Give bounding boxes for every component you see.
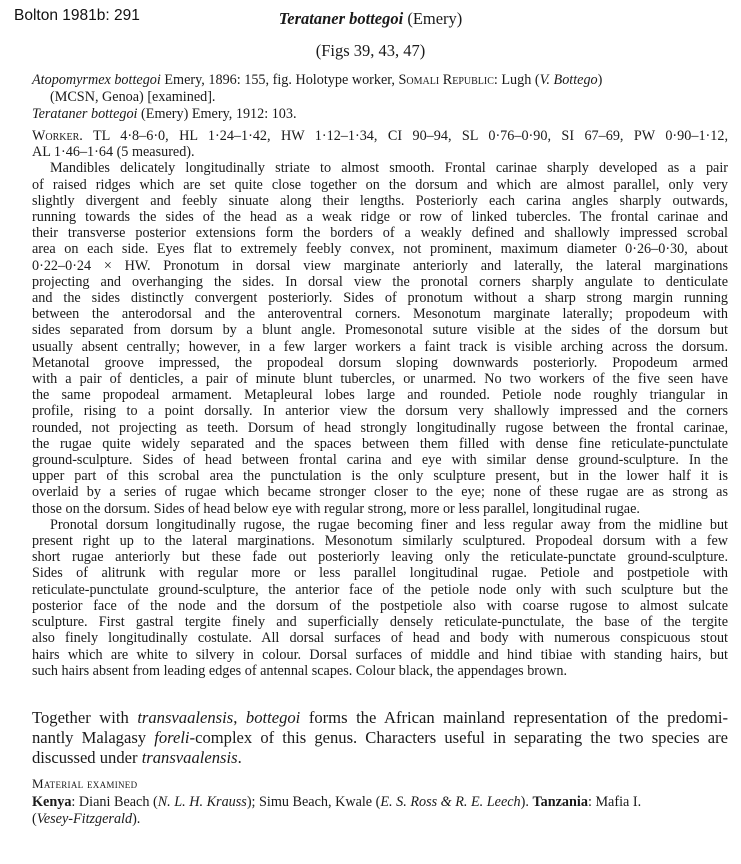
material-text: ). <box>132 811 141 827</box>
material-text: ); Simu Beach, Kwale ( <box>246 794 381 810</box>
country-name: Tanzania <box>532 794 588 810</box>
description-text: TL 4·8–6·0, HL 1·24–1·42, HW 1·12–1·34, CI 90–94, SL 0·76–0·90, SI 67–69, PW 0·90–1·12, <box>82 128 728 144</box>
material-text: : Diani Beach ( <box>71 794 158 810</box>
description-line: hairs which are white to silvery in colour. Dorsal surfaces of middle and hind tibiae with standing hairs, but <box>32 646 728 663</box>
material-heading: Material examined <box>32 776 138 791</box>
description-line: running towards the sides of the head as a weak ridge or row of linked tubercles. The frontal carinae and <box>32 209 728 226</box>
material-line-2 <box>32 811 728 828</box>
description-line: the rugae quite widely separated and the spaces between them filled with dense fine reticulate-punctulate <box>32 435 728 452</box>
collector-name: E. S. Ross & R. E. Leech <box>380 794 521 810</box>
species-ref: bottegoi <box>245 708 301 727</box>
species-ref: transvaalensis <box>137 708 234 727</box>
description-line: usually absent centrally; however, in a few larger workers a faint track is visible arching across the dorsum. <box>32 338 728 355</box>
remark-text: . <box>237 748 242 767</box>
reference-label: Bolton 1981b: 291 <box>14 7 140 24</box>
remark-text: forms the African mainland representation of the predomi- <box>300 708 728 727</box>
description-line: projecting and overhanging the sides. In dorsal view the pronotal corners sharply angulate to denticulate <box>32 273 728 290</box>
remark-text: Together with <box>32 708 138 727</box>
remark-text: -complex of this genus. Characters useful in separating the two species are <box>189 728 728 747</box>
synonymy-text: : Lugh ( <box>493 72 540 88</box>
description-line: and the sides distinctly convergent posteriorly. Sides of pronotum without a sharp strong margin running <box>32 290 728 307</box>
description-line: slightly divergent and feebly sinuate along their lengths. Posteriorly each carina angles sharply outwards, <box>32 192 728 209</box>
description-line: sides separated from dorsum by a blunt angle. Promesonotal suture visible at the sides of the dorsum but <box>32 322 728 339</box>
description-line: present right up to the lateral marginations. Mesonotum similarly sculptured. Propodeal dorsum with a few <box>32 533 728 550</box>
worker-description <box>32 128 728 679</box>
description-line: their transverse posterior extensions form the borders of a weakly defined and shallowly impressed scrobal <box>32 225 728 242</box>
figure-reference: (Figs 39, 43, 47) <box>315 41 426 60</box>
material-block <box>32 794 728 828</box>
synonymy-text: (Emery) Emery, 1912: 103. <box>137 106 297 122</box>
description-line: reticulate-punctulate ground-sculpture, the anterior face of the petiole node only with such sculpture but the <box>32 581 728 598</box>
description-line: short rugae anteriorly but these fade out posteriorly leaving only the reticulate-punctate ground-sculpture. <box>32 549 728 566</box>
description-line: profile, rising to a point dorsally. In anterior view the dorsum very shallowly impressed and the corners <box>32 403 728 420</box>
synonymy-line-3 <box>32 106 728 123</box>
description-line: AL 1·46–1·64 (5 measured). <box>32 144 195 161</box>
collector-name: V. Bottego <box>539 72 598 88</box>
description-line: also finely longitudinally costulate. All dorsal surfaces of head and body with numerous conspicuous stout <box>32 630 728 647</box>
complex-name: foreli <box>154 728 190 747</box>
description-line: Metanotal groove impressed, the propodeal dorsum sloping downwards posteriorly. Propodeum armed <box>32 354 728 371</box>
synonym-name: Terataner bottegoi <box>32 106 138 122</box>
remark-text: nantly Malagasy <box>32 728 155 747</box>
description-line: rounded, not projecting as teeth. Dorsum of head strongly longitudinally rugose between the frontal carinae, <box>32 419 728 436</box>
description-line: those on the dorsum. Sides of head below eye with regular strong, more or less parallel, longitudinal rugae. <box>32 500 640 517</box>
material-text: ). <box>520 794 533 810</box>
species-author: (Emery) <box>407 9 463 28</box>
material-text: : Mafia I. <box>587 794 642 810</box>
synonymy-line-1 <box>32 72 728 89</box>
description-line: area on each side. Eyes flat to extremely feebly convex, not prominent, maximum diameter 0·26–0·30, about <box>32 241 728 258</box>
synonymy-text: ) <box>597 72 603 88</box>
collector-name: Vesey-Fitzgerald <box>36 811 133 827</box>
synonymy-block <box>32 72 728 123</box>
remark-line-3 <box>32 748 728 768</box>
remark-paragraph <box>32 708 728 768</box>
description-line: the same propodeal armament. Metapleural lobes large and rounded. Petiole node roughly triangular in <box>32 387 728 404</box>
synonymy-text: Emery, 1896: 155, fig. Holotype worker, <box>160 72 399 88</box>
collector-name: N. L. H. Krauss <box>157 794 247 810</box>
worker-label: Worker. <box>32 128 83 144</box>
description-line: of raised ridges which are set quite close together on the dorsum and which are almost parallel, only very <box>32 176 728 193</box>
description-line: posterior face of the node and the dorsum of the postpetiole also with coarse rugose to almost sulcate <box>32 597 728 614</box>
remark-text: discussed under <box>32 748 142 767</box>
remark-line-2 <box>32 728 728 748</box>
description-line: ground-sculpture. Sides of head between frontal carina and eye with similar dense ground-sculpture. In the <box>32 452 728 469</box>
species-title <box>0 9 741 29</box>
description-line: sculpture. First gastral tergite finely and superficially densely reticulate-punctulate, the base of the tergite <box>32 614 728 631</box>
description-line: Pronotal dorsum longitudinally rugose, the rugae becoming finer and less regular away from the midline but <box>50 516 728 533</box>
description-line: 0·22–0·24 × HW. Pronotum in dorsal view marginate anteriorly and laterally, the lateral marginations <box>32 257 728 274</box>
description-line: Mandibles delicately longitudinally striate to almost smooth. Frontal carinae sharply developed as a pair <box>50 160 728 177</box>
synonymy-line-2: (MCSN, Genoa) [examined]. <box>50 89 216 105</box>
description-line: Sides of alitrunk with regular more or less parallel longitudinal rugae. Petiole and postpetiole with <box>32 565 728 582</box>
material-text: ( <box>32 811 37 827</box>
description-line: overlaid by a series of rugae which became stronger closer to the eye; none of these rugae are as strong as <box>32 484 728 501</box>
remark-text: , <box>233 708 246 727</box>
description-line: with a pair of denticles, a pair of minute blunt tubercles, or unarmed. No two workers of the five seen have <box>32 371 728 388</box>
description-line: upper part of this scrobal area the punctulation is the only sculpture present, but in the lower half it is <box>32 468 728 485</box>
material-line-1 <box>32 794 728 811</box>
synonym-name: Atopomyrmex bottegoi <box>32 72 161 88</box>
description-line: such hairs absent from leading edges of antennal scapes. Colour black, the appendages brown. <box>32 662 568 679</box>
species-ref: transvaalensis <box>141 748 238 767</box>
species-name: Terataner bottegoi <box>278 9 404 28</box>
description-line: between the anterodorsal and the anteroventral corners. Mesonotum marginate laterally; propodeum with <box>32 306 728 323</box>
country-name: Kenya <box>32 794 72 810</box>
country-name: Somali Republic <box>398 72 494 88</box>
description-line <box>32 128 728 144</box>
remark-line-1 <box>32 708 728 728</box>
